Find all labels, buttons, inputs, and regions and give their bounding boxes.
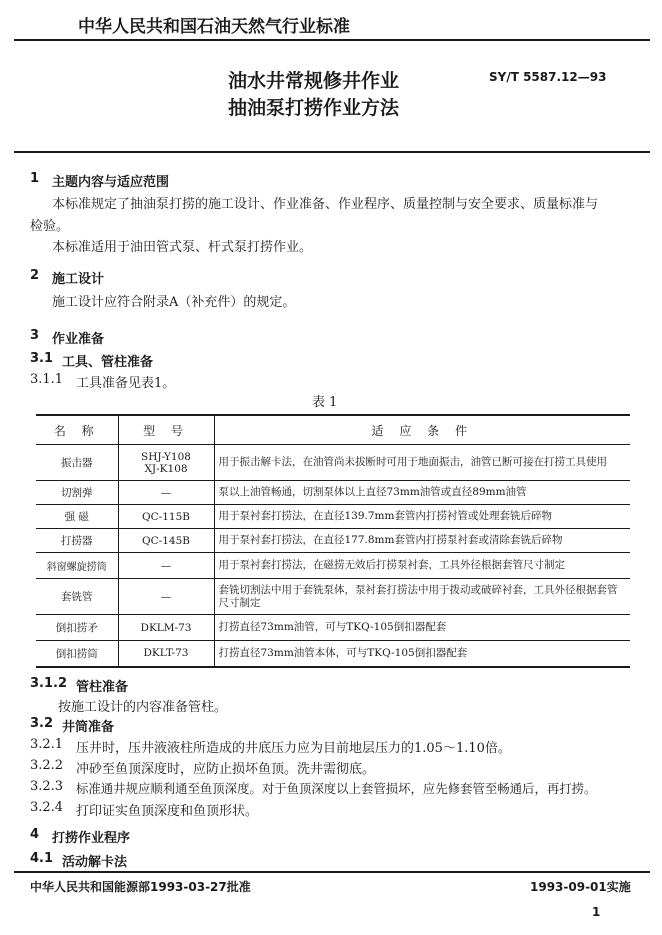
doc-title-line2: 抽油泵打捞作业方法 [228,97,400,119]
cell-model: DKLT-73 [118,641,214,667]
section-1-para2: 本标准适用于油田管式泵、杆式泵打捞作业。 [52,240,313,255]
table-row [36,481,630,505]
section-2-num: 2 [30,268,40,283]
section-2-para1: 施工设计应符合附录A（补充件）的规定。 [52,295,296,310]
item-3-2-1-num: 3.2.1 [30,737,64,752]
table-row [36,615,630,641]
item-3-2-4-num: 3.2.4 [30,800,64,815]
cell-model: — [118,553,214,579]
section-3-2-num: 3.2 [30,716,54,731]
section-2-heading: 施工设计 [52,272,105,287]
cell-condition: 用于泵衬套打捞法，在磁捞无效后打捞泵衬套，工具外径根据套管尺寸制定 [214,553,630,579]
section-3-1-2-para: 按施工设计的内容准备管柱。 [58,700,228,715]
cell-name: 强 磁 [36,505,118,529]
section-3-heading: 作业准备 [52,332,105,347]
table-caption: 表 1 [312,395,338,410]
header-rule [14,39,650,41]
section-3-1-2-num: 3.1.2 [30,676,68,691]
item-3-2-3-num: 3.2.3 [30,779,64,794]
cell-name: 倒扣捞矛 [36,615,118,641]
doc-title-line1: 油水井常规修井作业 [228,70,400,92]
section-4-num: 4 [30,827,40,842]
effective-date: 1993-09-01实施 [530,880,631,894]
section-3-1-num: 3.1 [30,351,54,366]
section-4-heading: 打捞作业程序 [52,831,131,846]
section-4-1-num: 4.1 [30,851,54,866]
table-row [36,641,630,667]
section-3-1-1-num: 3.1.1 [30,372,64,387]
standard-code: SY/T 5587.12—93 [489,70,607,84]
cell-condition: 打捞直径73mm油管本体，可与TKQ-105倒扣器配套 [214,641,630,667]
table-row [36,529,630,553]
cell-condition: 用于泵衬套打捞法，在直径139.7mm套管内打捞衬管或处理套铣后碎物 [214,505,630,529]
table-row [36,505,630,529]
table-row [36,445,630,481]
section-3-1-2-heading: 管柱准备 [76,680,129,695]
table-row [36,553,630,579]
cell-model: DKLM-73 [118,615,214,641]
section-3-num: 3 [30,328,40,343]
org-standard-title: 中华人民共和国石油天然气行业标准 [78,17,350,37]
tools-table [36,414,630,668]
section-1-heading: 主题内容与适应范围 [52,175,170,190]
table-row [36,579,630,615]
cell-condition: 用于泵衬套打捞法，在直径177.8mm套管内打捞泵衬套或清除套铣后碎物 [214,529,630,553]
cell-condition: 套铣切割法中用于套铣泵体，泵衬套打捞法中用于拨动或破碎衬套，工具外径根据套管尺寸制定 [214,579,630,615]
cell-model: SHJ-Y108 XJ-K108 [118,445,214,481]
cell-name: 振击器 [36,445,118,481]
cell-model: QC-145B [118,529,214,553]
item-3-2-3-text: 标准通井规应顺利通至鱼顶深度。对于鱼顶深度以上套管损坏，应先修套管至畅通后，再打捞。 [76,781,597,796]
item-3-2-4-text: 打印证实鱼顶深度和鱼顶形状。 [76,804,259,819]
cell-condition: 打捞直径73mm油管，可与TKQ-105倒扣器配套 [214,615,630,641]
cell-name: 倒扣捞筒 [36,641,118,667]
section-1-para1: 本标准规定了抽油泵打捞的施工设计、作业准备、作业程序、质量控制与安全要求、质量标准与 [52,197,599,212]
section-4-1-heading: 活动解卡法 [62,855,128,870]
section-3-1-1-text: 工具准备见表1。 [76,376,176,391]
item-3-2-2-text: 冲砂至鱼顶深度时，应防止损坏鱼顶。洗井需彻底。 [76,762,376,777]
title-rule [14,151,650,153]
item-3-2-2-num: 3.2.2 [30,758,64,773]
cell-name: 切割弹 [36,481,118,505]
section-3-2-heading: 井筒准备 [62,720,115,735]
section-1-num: 1 [30,171,40,186]
cell-name: 斜窗螺旋捞筒 [36,553,118,579]
cell-model: — [118,481,214,505]
cell-condition: 用于振击解卡法，在油管尚未拔断时可用于地面振击，油管已断可接在打捞工具使用 [214,445,630,481]
cell-name: 套铣管 [36,579,118,615]
cell-condition: 泵以上油管畅通，切割泵体以上直径73mm油管或直径89mm油管 [214,481,630,505]
cell-model: QC-115B [118,505,214,529]
item-3-2-1-text: 压井时，压井液液柱所造成的井底压力应为目前地层压力的1.05～1.10倍。 [76,741,511,756]
col-header-name: 名 称 [36,415,118,445]
page-number: 1 [592,905,601,919]
section-3-1-heading: 工具、管柱准备 [62,355,154,370]
cell-model: — [118,579,214,615]
col-header-model: 型 号 [118,415,214,445]
approval-line: 中华人民共和国能源部1993-03-27批准 [30,880,251,894]
section-1-para1-cont: 检验。 [30,219,70,234]
footer-rule [14,871,650,873]
col-header-condition: 适 应 条 件 [214,415,630,445]
table-header-row [36,415,630,445]
cell-name: 打捞器 [36,529,118,553]
